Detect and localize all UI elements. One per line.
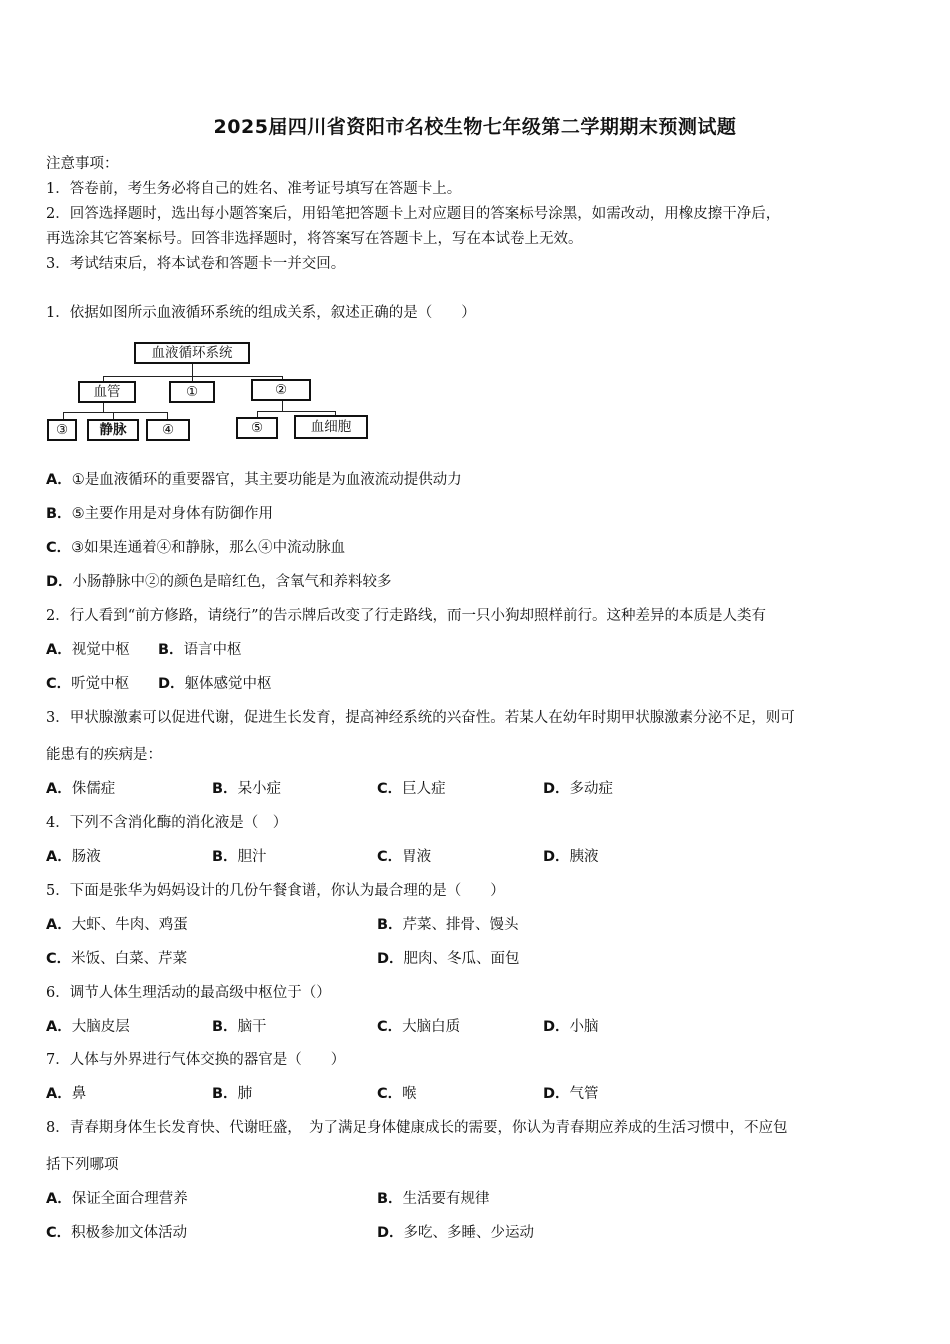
question-4-option-d: D．胰液 bbox=[543, 849, 599, 865]
question-3-option-c: C．巨人症 bbox=[377, 781, 446, 797]
question-5-option-d: D．肥肉、冬瓜、面包 bbox=[377, 951, 520, 967]
question-2-stem: 2．行人看到“前方修路，请绕行”的告示牌后改变了行走路线，而一只小狗却照样前行。这种差异的本质是人类有 bbox=[46, 608, 767, 624]
diagram-root-box: 血液循环系统 bbox=[134, 342, 250, 364]
question-7-option-a: A．鼻 bbox=[46, 1086, 87, 1102]
question-8-option-d: D．多吃、多睡、少运动 bbox=[377, 1225, 535, 1241]
question-5-option-b: B．芹菜、排骨、馒头 bbox=[377, 917, 519, 933]
diagram-blood-cell-box: 血细胞 bbox=[294, 415, 368, 439]
question-7-option-b: B．肺 bbox=[212, 1086, 253, 1102]
question-8-stem-cont: 括下列哪项 bbox=[46, 1157, 119, 1173]
notice-item: 1．答卷前，考生务必将自己的姓名、准考证号填写在答题卡上。 bbox=[46, 181, 462, 197]
question-3-option-b: B．呆小症 bbox=[212, 781, 282, 797]
question-7-option-c: C．喉 bbox=[377, 1086, 417, 1102]
question-3-option-d: D．多动症 bbox=[543, 781, 614, 797]
question-7-option-d: D．气管 bbox=[543, 1086, 599, 1102]
question-1-option-c: C．③如果连通着④和静脉，那么④中流动脉血 bbox=[46, 540, 346, 556]
notice-heading: 注意事项： bbox=[46, 156, 119, 172]
question-2-option-b: B．语言中枢 bbox=[158, 642, 242, 658]
diagram-node-5-box: ⑤ bbox=[236, 417, 278, 439]
diagram-node-3-box: ③ bbox=[47, 419, 77, 441]
diagram-node-1-box: ① bbox=[169, 381, 215, 403]
question-7-stem: 7．人体与外界进行气体交换的器官是（ ） bbox=[46, 1052, 346, 1068]
question-6-option-b: B．脑干 bbox=[212, 1019, 267, 1035]
question-1-stem: 1．依据如图所示血液循环系统的组成关系，叙述正确的是（ ） bbox=[46, 305, 476, 321]
question-6-stem: 6．调节人体生理活动的最高级中枢位于（） bbox=[46, 985, 331, 1001]
question-2-option-a: A．视觉中枢 bbox=[46, 642, 130, 658]
question-5-option-a: A．大虾、牛肉、鸡蛋 bbox=[46, 917, 188, 933]
diagram-vein-box: 静脉 bbox=[87, 419, 139, 441]
notice-item: 2．回答选择题时，选出每小题答案后，用铅笔把答题卡上对应题目的答案标号涂黑，如需改动，用橡皮擦干净后， bbox=[46, 206, 781, 222]
question-6-option-d: D．小脑 bbox=[543, 1019, 599, 1035]
diagram-node-2-box: ② bbox=[251, 379, 311, 401]
question-5-stem: 5．下面是张华为妈妈设计的几份午餐食谱，你认为最合理的是（ ） bbox=[46, 883, 505, 899]
notice-item: 3．考试结束后，将本试卷和答题卡一并交回。 bbox=[46, 256, 346, 272]
question-8-option-b: B．生活要有规律 bbox=[377, 1191, 490, 1207]
question-8-option-c: C．积极参加文体活动 bbox=[46, 1225, 188, 1241]
question-4-option-b: B．胆汁 bbox=[212, 849, 267, 865]
diagram-vessel-box: 血管 bbox=[78, 381, 136, 403]
question-8-option-a: A．保证全面合理营养 bbox=[46, 1191, 188, 1207]
diagram-node-4-box: ④ bbox=[146, 419, 190, 441]
question-6-option-a: A．大脑皮层 bbox=[46, 1019, 130, 1035]
question-4-stem: 4．下列不含消化酶的消化液是（ ） bbox=[46, 815, 288, 831]
question-1-option-d: D．小肠静脉中②的颜色是暗红色，含氧气和养料较多 bbox=[46, 574, 392, 590]
question-2-option-d: D．躯体感觉中枢 bbox=[158, 676, 272, 692]
question-1-option-a: A．①是血液循环的重要器官，其主要功能是为血液流动提供动力 bbox=[46, 472, 462, 488]
question-8-stem: 8．青春期身体生长发育快、代谢旺盛， 为了满足身体健康成长的需要，你认为青春期应养成的生活习惯中，不应包 bbox=[46, 1120, 788, 1136]
question-3-option-a: A．侏儒症 bbox=[46, 781, 116, 797]
question-3-stem-cont: 能患有的疾病是： bbox=[46, 747, 162, 763]
question-5-option-c: C．米饭、白菜、芹菜 bbox=[46, 951, 188, 967]
question-4-option-c: C．胃液 bbox=[377, 849, 432, 865]
question-2-option-c: C．听觉中枢 bbox=[46, 676, 130, 692]
question-1-option-b: B．⑤主要作用是对身体有防御作用 bbox=[46, 506, 274, 522]
page-title: 2025届四川省资阳市名校生物七年级第二学期期末预测试题 bbox=[213, 116, 737, 138]
notice-item: 再选涂其它答案标号。回答非选择题时，将答案写在答题卡上，写在本试卷上无效。 bbox=[46, 231, 583, 247]
blood-circulation-diagram bbox=[43, 333, 379, 453]
question-3-stem: 3．甲状腺激素可以促进代谢，促进生长发育，提高神经系统的兴奋性。若某人在幼年时期甲状腺激素分泌不足，则可 bbox=[46, 710, 795, 726]
question-4-option-a: A．肠液 bbox=[46, 849, 101, 865]
question-6-option-c: C．大脑白质 bbox=[377, 1019, 461, 1035]
